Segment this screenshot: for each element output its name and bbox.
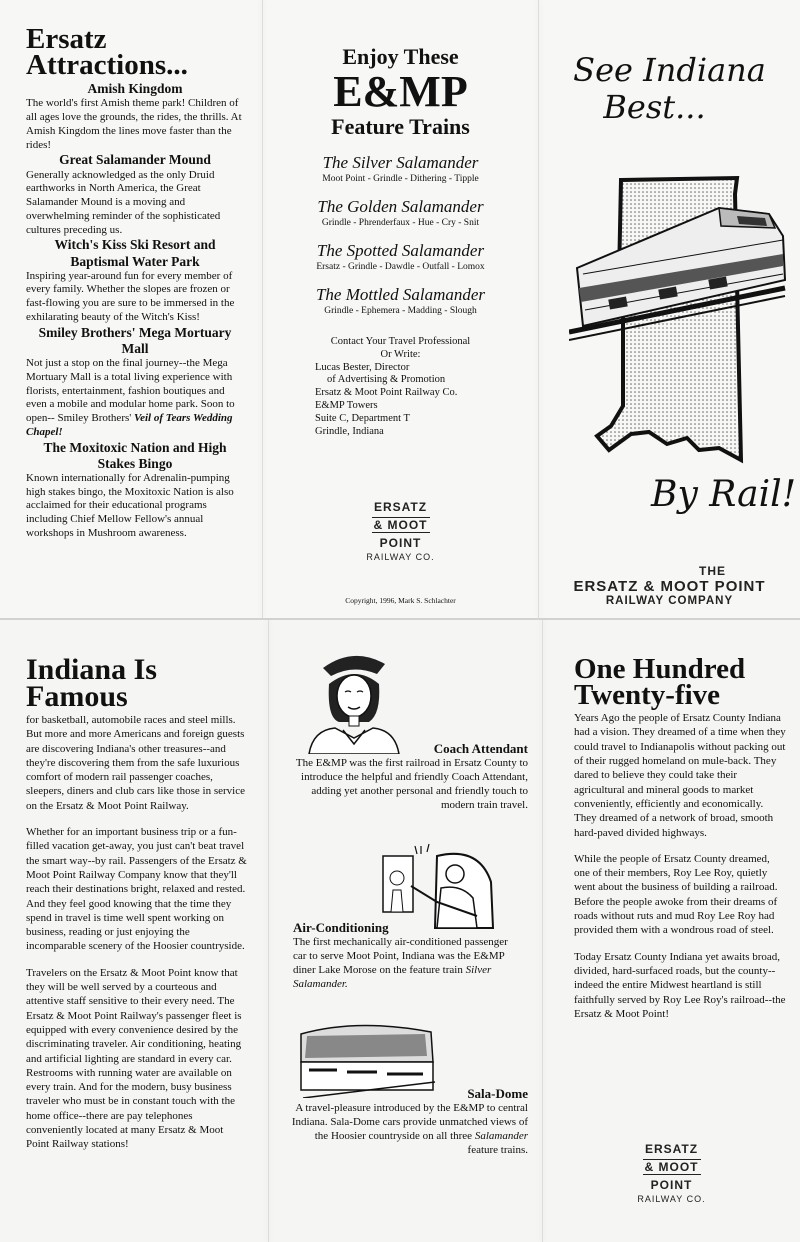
- attraction-title: Smiley Brothers' Mega Mortuary Mall: [38, 324, 232, 356]
- history-heading: One Hundred Twenty-five: [574, 653, 746, 712]
- attractions-panel: [0, 0, 262, 618]
- cover-tagline: See Indiana Best...: [573, 51, 766, 126]
- attraction-title: Amish Kingdom: [87, 81, 183, 97]
- air-conditioning-illustration: [381, 842, 499, 932]
- cover-panel: [539, 0, 800, 618]
- attraction-body: Inspiring year-around fun for every member of every family. Whether the slopes are frozen or fast-flowing you are sure to be immersed in the exhilarating beauty of the Witch's Kiss!: [26, 269, 235, 323]
- attraction-title: Witch's Kiss Ski Resort and Baptismal Water Park: [54, 237, 216, 269]
- coach-attendant-illustration: [299, 644, 409, 754]
- attraction-title: Great Salamander Mound: [59, 152, 211, 168]
- emp-heading: E&MP: [333, 67, 468, 116]
- attraction-body: Known internationally for Adrenalin-pumping high stakes bingo, the Moxitoxic Nation is also acclaimed for their educational programs including Chief Mellow Fellow's annual workshops in Mushroom awareness.: [26, 471, 234, 539]
- company-name: THE ERSATZ & MOOT POINT RAILWAY COMPANY: [573, 564, 766, 607]
- brochure-inside: [0, 618, 800, 1242]
- by-rail-text: By Rail!: [651, 474, 797, 515]
- attraction-body: The world's first Amish theme park! Children of all ages love the grounds, the rides, the thrills. At Amish Kingdom the lines move faster than the rides!: [26, 97, 242, 151]
- trains-heading-top: Enjoy These: [342, 44, 459, 69]
- air-title: Air-Conditioning: [293, 920, 389, 935]
- contact-block: Contact Your Travel Professional Or Write: Lucas Bester, Director of Advertising & Promotion Ersatz & Moot Point Railway Co. E&MP Towers Suite C, Department T Grindle, Indiana: [315, 336, 471, 437]
- sala-title: Sala-Dome: [467, 1086, 528, 1101]
- coach-body: The E&MP was the first railroad in Ersatz County to introduce the helpful and friendly Coach Attendant, adding yet another personal and friendly touch to modern train travel.: [295, 757, 528, 811]
- train-route: Grindle - Ephemera - Madding - Slough: [324, 306, 477, 316]
- trains-heading-bottom: Feature Trains: [331, 114, 470, 139]
- train-name: The Golden Salamander: [317, 197, 484, 216]
- train-name: The Mottled Salamander: [315, 285, 486, 304]
- history-panel: [543, 620, 800, 1242]
- attraction-body: Not just a stop on the final journey--the Mega Mortuary Mall is a total living experience with florists, entertainment, fashion boutiques and even a mobile and modular home park. Soon to open-- Smiley Brothers' Veil of Tears Wedding Chapel!: [26, 357, 235, 438]
- train-name: The Spotted Salamander: [316, 241, 485, 260]
- company-logo: ERSATZ & MOOT POINT RAILWAY CO.: [366, 500, 435, 562]
- attraction-title: The Moxitoxic Nation and High Stakes Bingo: [43, 439, 227, 471]
- copyright: Copyright, 1996, Mark S. Schlachter: [345, 596, 456, 605]
- famous-para: Travelers on the Ersatz & Moot Point know that they will be well served by a courteous and attentive staff sensitive to their every need. The Ersatz & Moot Point Railway's passenger fleet is equipped with every convenience desired by the discriminating traveler. Air conditioning, heating and artificial lighting are standard in every car. Restrooms with running water are available on every train. And for the modern, busy business traveler who must be in constant touch with the home office--there are pay telephones conveniently located at many Ersatz & Moot Point Railway stations!: [26, 966, 242, 1151]
- train-route: Ersatz - Grindle - Dawdle - Outfall - Lomox: [316, 262, 485, 272]
- train-name: The Silver Salamander: [322, 153, 479, 172]
- famous-heading: Indiana Is Famous: [26, 653, 157, 713]
- history-para: While the people of Ersatz County dreamed, one of their members, Roy Lee Roy, quietly went about the business of building a railroad. Before the people awoke from their dreams of roads without ruts and mud Roy Lee Roy had provided them with a wondrous road of steel.: [574, 852, 778, 937]
- company-logo: ERSATZ & MOOT POINT RAILWAY CO.: [637, 1142, 706, 1204]
- history-para: Years Ago the people of Ersatz County Indiana had a vision. They dreamed of a time when they could travel to Indianapolis without packing out of their rugged homeland on mule-back. They dared to believe they could take their agricultural and mineral goods to market conveniently, efficiently and economically. They dreamed of a network of broad, smooth hard-paved divided highways.: [574, 712, 786, 839]
- famous-panel: [0, 620, 268, 1242]
- famous-para: Whether for an important business trip or a fun-filled vacation get-away, you just can't beat travel the smart way--by rail. Passengers of the Ersatz & Moot Point Railway Company know that they'll reach their destinations bright, relaxed and rested. And they feel good knowing that the time they spend in travel is time well spent working on business, reading or just enjoying the incomparable scenery of the Hoosier countryside.: [26, 826, 247, 953]
- famous-para: for basketball, automobile races and steel mills. But more and more Americans and foreign guests are discovering Indiana's other treasures--and they're discovering them from the safe luxurious comfort of modern rail passenger coaches, sleepers, diners and club cars like those in service on the Ersatz & Moot Point Railway.: [26, 714, 246, 812]
- sala-body: A travel-pleasure introduced by the E&MP to central Indiana. Sala-Dome cars provide unmatched views of the Hoosier countryside on all three Salamander feature trains.: [291, 1102, 528, 1156]
- history-para: Today Ersatz County Indiana yet awaits broad, divided, hard-surfaced roads, but the county--indeed the entire Midwest heartland is still faithfully served by Roy Lee Roy's railroad--the Ersatz & Moot Point!: [574, 950, 786, 1020]
- train-route: Grindle - Phrenderfaux - Hue - Cry - Snit: [321, 218, 480, 228]
- air-body: The first mechanically air-conditioned passenger car to serve Moot Point, Indiana was the E&MP diner Lake Morose on the feature train Silver Salamander.: [293, 936, 508, 990]
- attractions-heading: Ersatz Attractions...: [26, 23, 188, 82]
- brochure-outside: [0, 0, 800, 618]
- train-route: Moot Point - Grindle - Dithering - Tipple: [322, 174, 479, 184]
- coach-title: Coach Attendant: [433, 741, 528, 756]
- indiana-train-illustration: [569, 170, 800, 470]
- features-panel: [269, 620, 542, 1242]
- trains-panel: [263, 0, 538, 618]
- attraction-body: Generally acknowledged as the only Druid earthworks in North America, the Great Salamander Mound is a moving and overwhelming reminder of the sophisticated cultures preceding us.: [26, 168, 221, 236]
